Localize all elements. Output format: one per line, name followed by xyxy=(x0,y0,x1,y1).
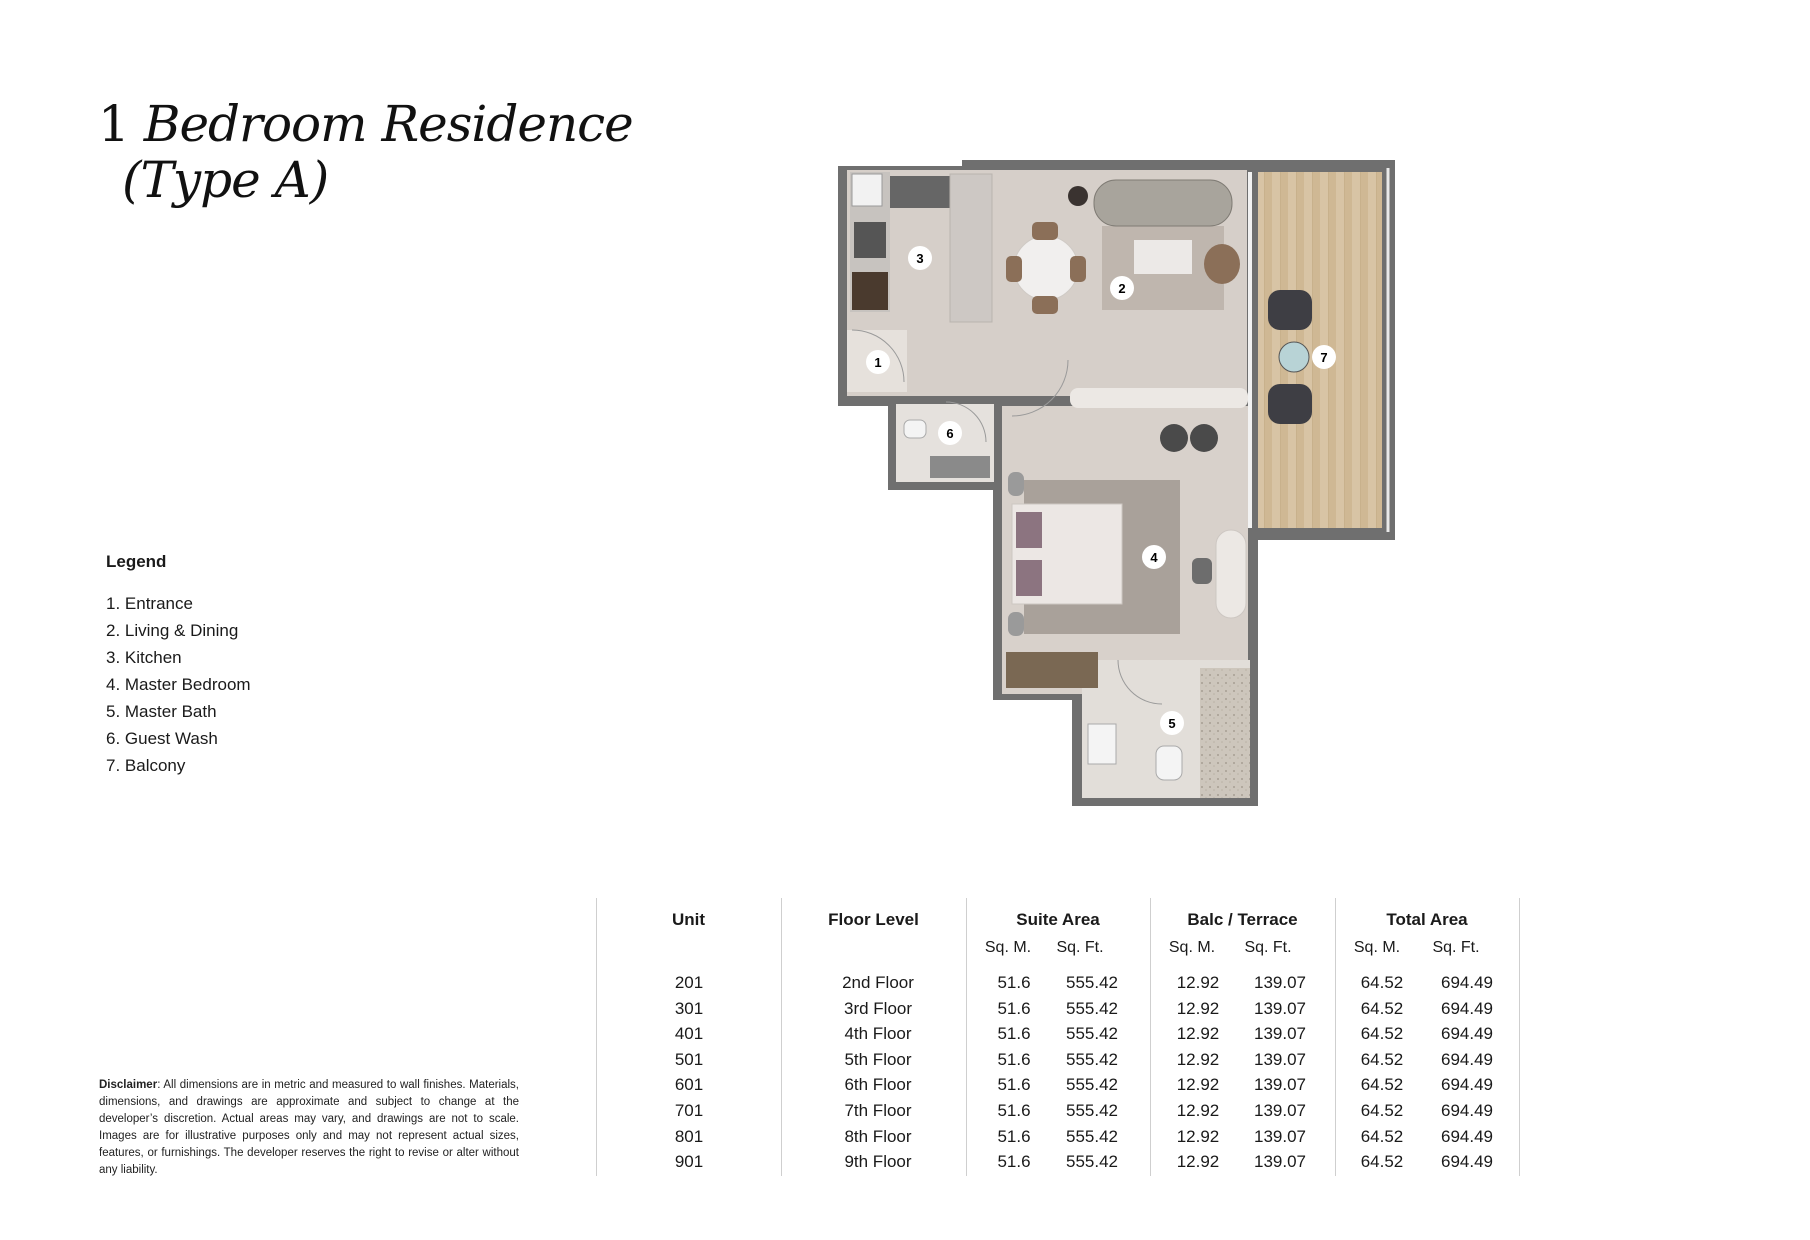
legend-item: 2. Living & Dining xyxy=(106,621,239,640)
legend-item: 1. Entrance xyxy=(106,594,193,613)
cell-total-sqft: 694.49 xyxy=(1441,1152,1493,1172)
cell-total-sqft: 694.49 xyxy=(1441,1024,1493,1044)
cell-total-sqm: 64.52 xyxy=(1360,1101,1404,1120)
bath-shower xyxy=(1200,668,1250,798)
balcony-chair xyxy=(1268,290,1312,330)
kitchen-fridge xyxy=(852,174,882,206)
dining-chair xyxy=(1032,296,1058,314)
legend-item: 3. Kitchen xyxy=(106,648,182,667)
cell-floor: 6th Floor xyxy=(844,1075,912,1095)
dining-chair xyxy=(1006,256,1022,282)
plan-marker-2 xyxy=(1110,276,1134,300)
cell-unit: 601 xyxy=(674,1075,704,1095)
cell-total-sqm: 64.52 xyxy=(1360,1075,1404,1095)
cell-total-sqft: 694.49 xyxy=(1441,1101,1493,1120)
cell-suite-sqm: 51.6 xyxy=(997,1049,1031,1069)
desk xyxy=(1216,530,1246,618)
cell-total-sqft: 694.49 xyxy=(1441,973,1493,992)
subheader-sqm: Sq. M. xyxy=(1168,939,1216,956)
cell-suite-sqm: 51.6 xyxy=(997,998,1031,1018)
cell-balc-sqft: 139.07 xyxy=(1254,1152,1306,1172)
cell-total-sqm: 64.52 xyxy=(1360,973,1404,992)
sofa xyxy=(1094,180,1232,226)
legend-item: 7. Balcony xyxy=(106,756,186,775)
cell-floor: 3rd Floor xyxy=(843,998,913,1018)
cell-total-sqm: 64.52 xyxy=(1360,998,1404,1018)
page-title xyxy=(98,96,633,208)
subheader-sqft: Sq. Ft. xyxy=(1244,939,1292,956)
plan-marker-label: 5 xyxy=(1168,716,1176,731)
cell-floor: 7th Floor xyxy=(844,1101,912,1120)
plan-marker-label: 6 xyxy=(946,426,954,441)
desk-chair xyxy=(1192,558,1212,584)
cell-unit: 901 xyxy=(674,1152,704,1172)
header-total: Total Area xyxy=(1386,910,1468,929)
nightstand xyxy=(1008,612,1024,636)
cell-balc-sqm: 12.92 xyxy=(1176,1152,1220,1172)
disclaimer-text: : All dimensions are in metric and measured to wall finishes. Materials, dimensions, and drawings are approximate and subject to change at the developer’s discretion. Actual areas may vary, and drawings are not to scale. Images are for illustrative purposes only and may not represent actual sizes, features, or furnishings. The developer reserves the right to revise or alter without any liability. xyxy=(99,1079,519,1176)
pillow xyxy=(1016,512,1042,548)
plan-marker-label: 3 xyxy=(916,251,924,266)
guest-wash-vanity xyxy=(930,456,990,478)
legend-item: 5. Master Bath xyxy=(106,702,217,721)
cell-balc-sqm: 12.92 xyxy=(1176,973,1220,992)
subheader-sqm: Sq. M. xyxy=(1353,939,1401,956)
cell-total-sqm: 64.52 xyxy=(1360,1024,1404,1044)
cell-suite-sqm: 51.6 xyxy=(997,1126,1031,1146)
armchair xyxy=(1204,244,1240,284)
cell-unit: 801 xyxy=(674,1126,704,1146)
cell-total-sqft: 694.49 xyxy=(1441,1075,1493,1095)
subheader-sqft: Sq. Ft. xyxy=(1432,939,1480,956)
cell-suite-sqm: 51.6 xyxy=(997,1101,1031,1120)
legend-heading: Legend xyxy=(106,552,167,571)
cell-unit: 201 xyxy=(674,973,704,992)
floor-plan xyxy=(820,150,1430,820)
cell-balc-sqft: 139.07 xyxy=(1254,998,1306,1018)
plan-marker-7 xyxy=(1312,345,1336,369)
legend-item: 4. Master Bedroom xyxy=(106,675,251,694)
wardrobe xyxy=(1006,652,1098,688)
cell-balc-sqm: 12.92 xyxy=(1176,1075,1220,1095)
plan-marker-label: 7 xyxy=(1320,350,1328,365)
dining-chair xyxy=(1032,222,1058,240)
cell-balc-sqft: 139.07 xyxy=(1254,1024,1306,1044)
subheader-sqm: Sq. M. xyxy=(984,939,1032,956)
guest-wash-toilet xyxy=(904,420,926,438)
table-divider xyxy=(1519,898,1520,1176)
kitchen-oven xyxy=(852,272,888,310)
stool xyxy=(1190,424,1218,452)
header-suite: Suite Area xyxy=(1016,910,1100,929)
cell-suite-sqft: 555.42 xyxy=(1066,1101,1118,1120)
cell-total-sqm: 64.52 xyxy=(1360,1152,1404,1172)
cell-suite-sqft: 555.42 xyxy=(1066,1024,1118,1044)
cell-unit: 701 xyxy=(674,1101,704,1120)
cell-unit: 501 xyxy=(674,1049,704,1069)
legend xyxy=(106,552,251,779)
plan-marker-5 xyxy=(1160,711,1184,735)
cell-balc-sqm: 12.92 xyxy=(1176,1101,1220,1120)
cell-suite-sqft: 555.42 xyxy=(1066,1075,1118,1095)
cell-balc-sqm: 12.92 xyxy=(1176,1126,1220,1146)
console xyxy=(1070,388,1248,408)
cell-suite-sqm: 51.6 xyxy=(997,1024,1031,1044)
title-line-2: (Type A) xyxy=(122,151,329,209)
subheader-sqft: Sq. Ft. xyxy=(1056,939,1104,956)
balcony-chair xyxy=(1268,384,1312,424)
cell-floor: 5th Floor xyxy=(844,1049,912,1069)
stool xyxy=(1160,424,1188,452)
cell-suite-sqft: 555.42 xyxy=(1066,1049,1118,1069)
cell-balc-sqm: 12.92 xyxy=(1176,1024,1220,1044)
cell-suite-sqm: 51.6 xyxy=(997,973,1031,992)
cell-balc-sqft: 139.07 xyxy=(1254,1126,1306,1146)
dining-chair xyxy=(1070,256,1086,282)
balcony-table xyxy=(1279,342,1309,372)
nightstand xyxy=(1008,472,1024,496)
cell-balc-sqm: 12.92 xyxy=(1176,1049,1220,1069)
disclaimer xyxy=(99,1077,519,1179)
cell-balc-sqft: 139.07 xyxy=(1254,1075,1306,1095)
legend-item: 6. Guest Wash xyxy=(106,729,218,748)
cell-floor: 4th Floor xyxy=(844,1024,912,1044)
cell-floor: 9th Floor xyxy=(844,1152,912,1172)
coffee-table xyxy=(1134,240,1192,274)
bath-toilet xyxy=(1156,746,1182,780)
plan-marker-label: 1 xyxy=(874,355,882,370)
title-line-1: Bedroom Residence xyxy=(128,95,633,153)
cell-total-sqm: 64.52 xyxy=(1360,1049,1404,1069)
area-table xyxy=(596,898,1520,1176)
cell-suite-sqm: 51.6 xyxy=(997,1152,1031,1172)
dining-table xyxy=(1014,236,1078,300)
cell-suite-sqft: 555.42 xyxy=(1066,1126,1118,1146)
plan-marker-3 xyxy=(908,246,932,270)
plan-marker-1 xyxy=(866,350,890,374)
header-floor: Floor Level xyxy=(828,910,919,929)
header-unit: Unit xyxy=(671,910,706,929)
cell-total-sqft: 694.49 xyxy=(1441,1049,1493,1069)
cell-total-sqft: 694.49 xyxy=(1441,998,1493,1018)
side-table xyxy=(1068,186,1088,206)
kitchen-hob xyxy=(854,222,886,258)
title-number: 1 xyxy=(98,95,129,153)
cell-suite-sqft: 555.42 xyxy=(1066,1152,1118,1172)
cell-balc-sqft: 139.07 xyxy=(1254,1049,1306,1069)
header-balc: Balc / Terrace xyxy=(1187,910,1298,929)
cell-suite-sqft: 555.42 xyxy=(1066,998,1118,1018)
cell-suite-sqft: 555.42 xyxy=(1066,973,1118,992)
kitchen-island xyxy=(950,174,992,322)
cell-floor: 8th Floor xyxy=(844,1126,912,1146)
cell-suite-sqm: 51.6 xyxy=(997,1075,1031,1095)
cell-floor: 2nd Floor xyxy=(842,973,914,992)
legend-list xyxy=(106,590,251,779)
plan-marker-label: 4 xyxy=(1150,550,1158,565)
cell-unit: 401 xyxy=(674,1024,704,1044)
cell-balc-sqft: 139.07 xyxy=(1254,1101,1306,1120)
cell-total-sqft: 694.49 xyxy=(1441,1126,1493,1146)
plan-marker-4 xyxy=(1142,545,1166,569)
plan-marker-label: 2 xyxy=(1118,281,1126,296)
cell-total-sqm: 64.52 xyxy=(1360,1126,1404,1146)
disclaimer-label: Disclaimer xyxy=(99,1079,158,1091)
cell-unit: 301 xyxy=(674,998,704,1018)
bath-vanity xyxy=(1088,724,1116,764)
pillow xyxy=(1016,560,1042,596)
cell-balc-sqm: 12.92 xyxy=(1176,998,1220,1018)
plan-marker-6 xyxy=(938,421,962,445)
cell-balc-sqft: 139.07 xyxy=(1254,973,1306,992)
